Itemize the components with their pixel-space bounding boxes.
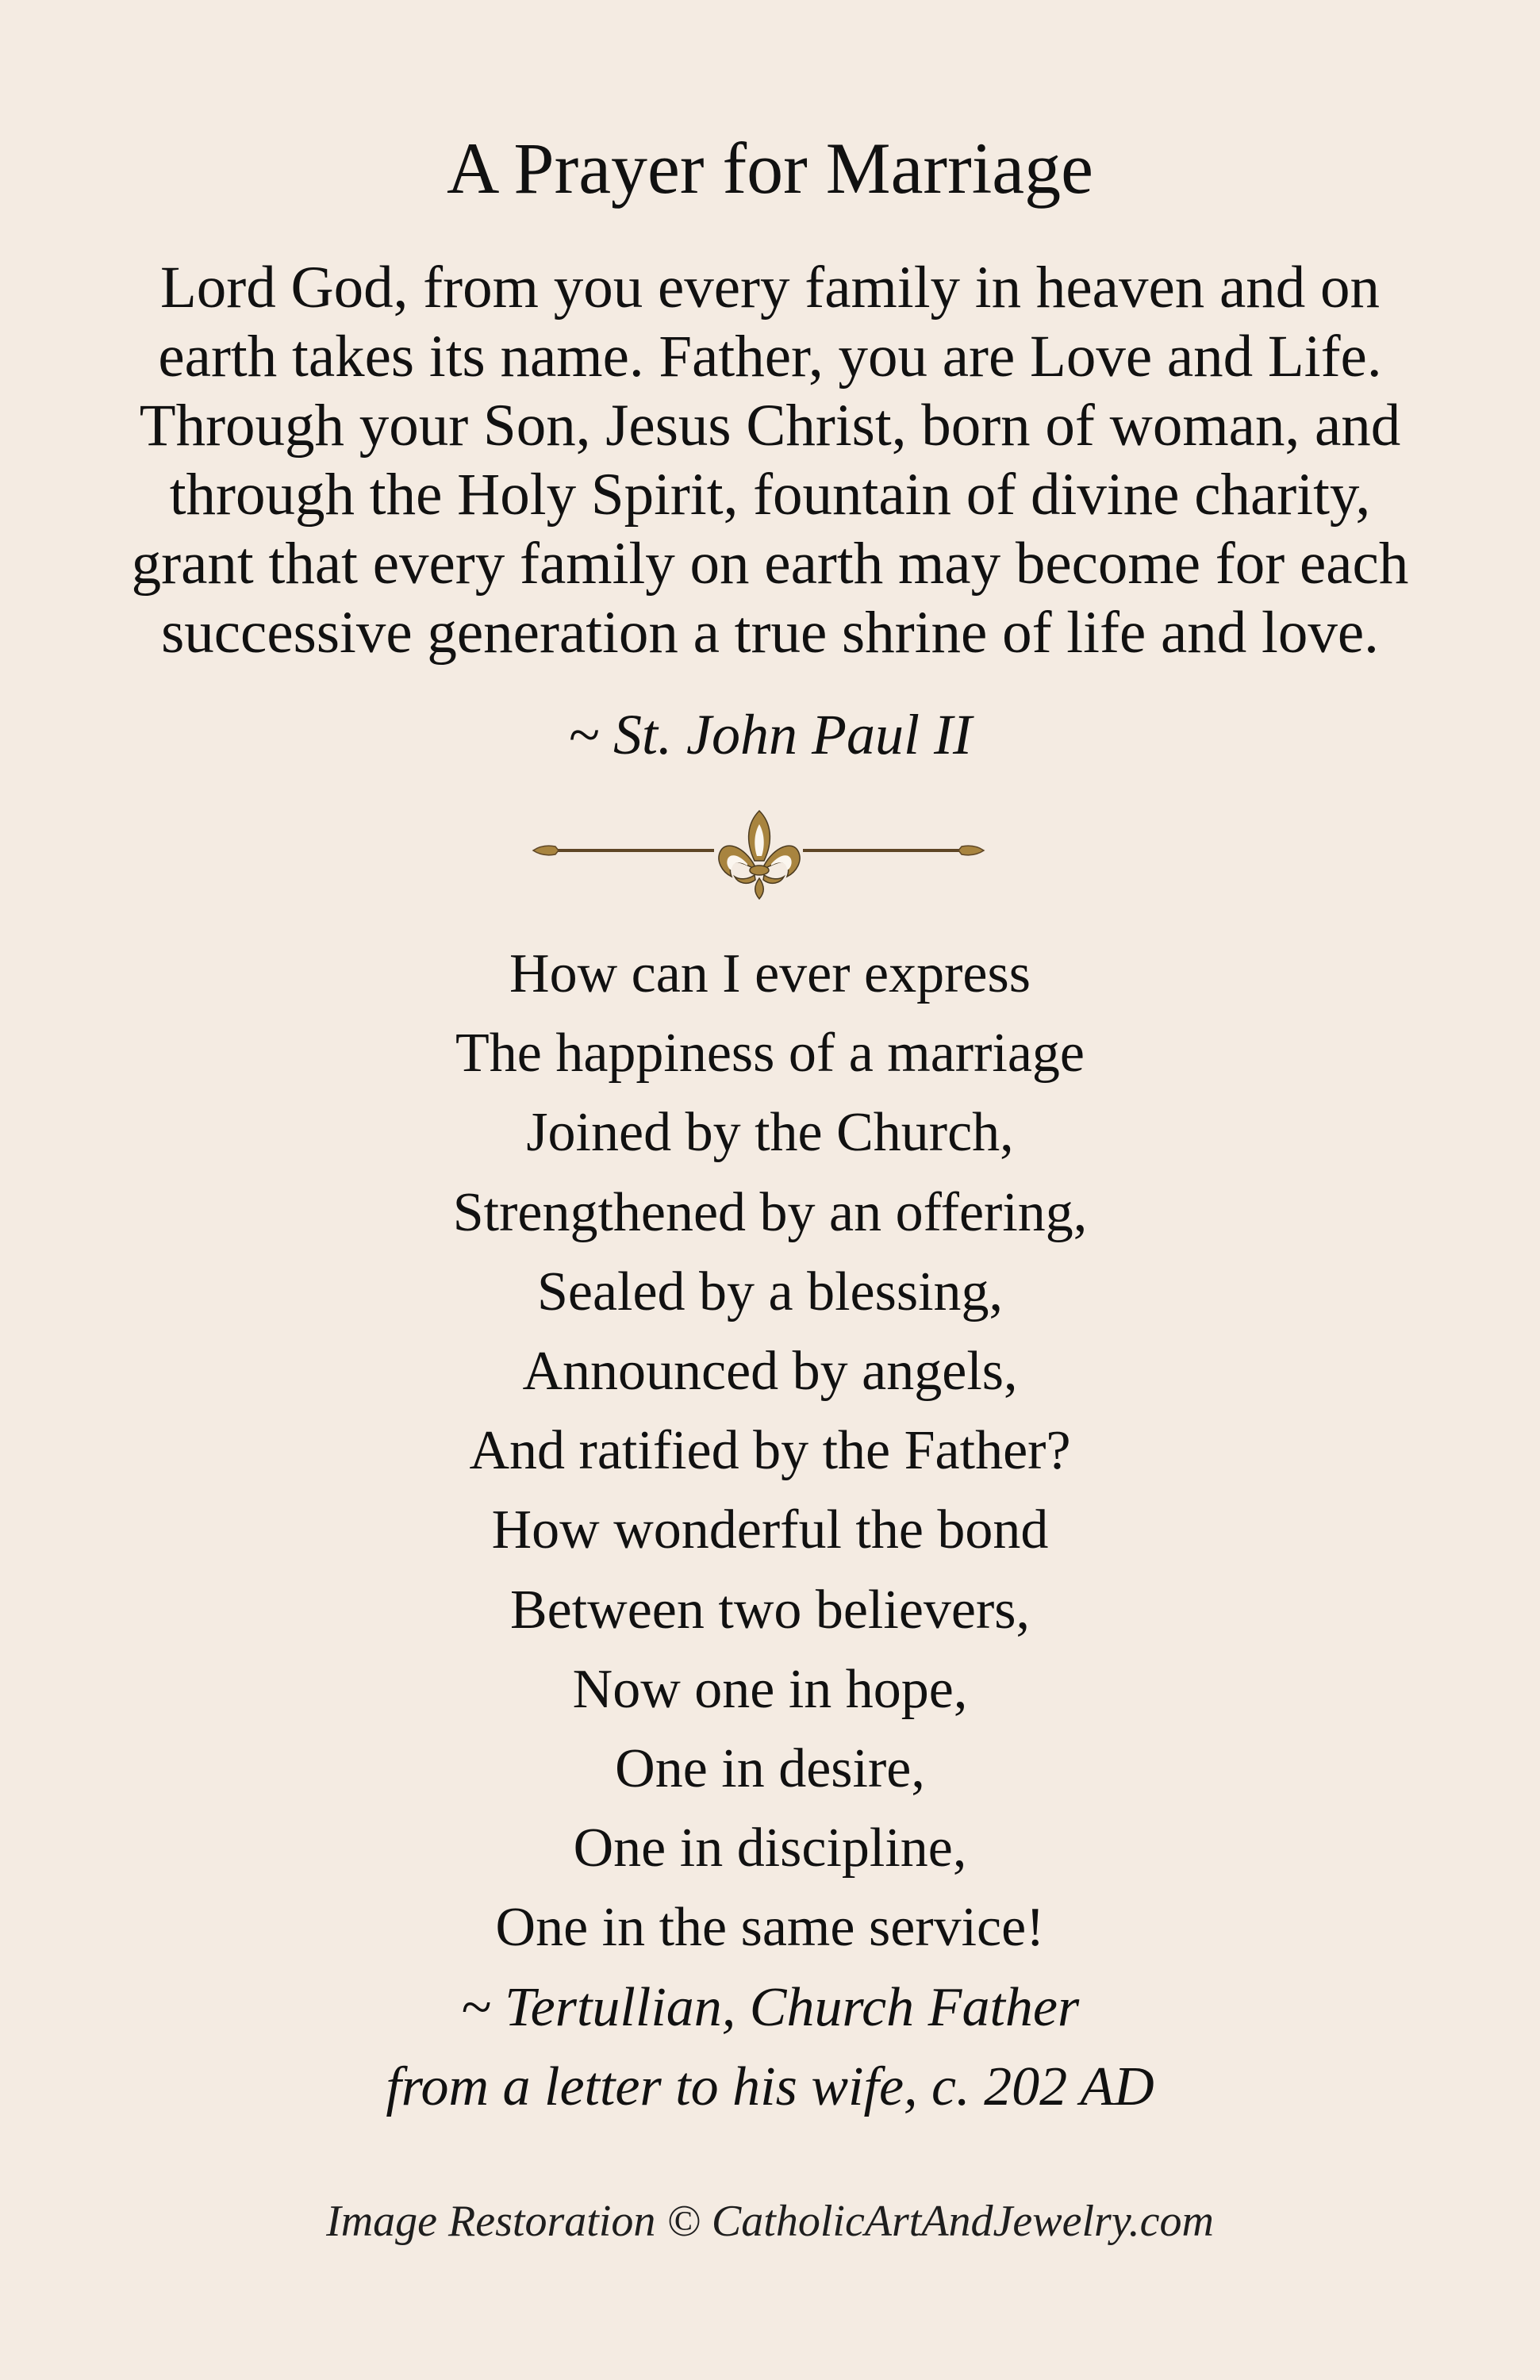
- divider-ornament: [524, 805, 1000, 904]
- prayer-line: grant that every family on earth may become for each: [131, 531, 1409, 597]
- prayer-line: Lord God, from you every family in heaven and on: [159, 255, 1381, 321]
- poem-text: [0, 935, 1540, 2127]
- prayer-line: earth takes its name. Father, you are Love and Life.: [158, 324, 1382, 390]
- poem-line: How can I ever express: [509, 943, 1031, 1004]
- poem-line: Now one in hope,: [572, 1658, 968, 1720]
- fleur-de-lis-icon: [719, 811, 800, 899]
- poem-line: One in discipline,: [573, 1818, 967, 1879]
- poem-line: Joined by the Church,: [526, 1102, 1014, 1164]
- poem-line: Strengthened by an offering,: [452, 1181, 1088, 1243]
- prayer-line: Through your Son, Jesus Christ, born of woman, and: [139, 393, 1401, 459]
- poem-line: One in the same service!: [495, 1897, 1045, 1959]
- divider-line-left: [533, 846, 714, 855]
- poem-source: from a letter to his wife, c. 202 AD: [386, 2056, 1154, 2117]
- poem-line: How wonderful the bond: [491, 1499, 1049, 1561]
- poem-line: And ratified by the Father?: [469, 1420, 1071, 1482]
- poem-line: Between two believers,: [509, 1579, 1031, 1641]
- poem-attribution: ~ Tertullian, Church Father: [460, 1976, 1080, 2038]
- prayer-line: successive generation a true shrine of life and love.: [161, 600, 1379, 666]
- poem-line: One in desire,: [615, 1738, 925, 1800]
- poem-line: Sealed by a blessing,: [536, 1261, 1004, 1322]
- prayer-attribution: ~ St. John Paul II: [568, 703, 972, 766]
- page-title: A Prayer for Marriage: [447, 128, 1093, 209]
- prayer-line: through the Holy Spirit, fountain of divine charity,: [169, 462, 1371, 528]
- divider-line-right: [803, 846, 984, 855]
- footer-credit: Image Restoration © CatholicArtAndJewelry.com: [326, 2197, 1214, 2246]
- prayer-text: [0, 253, 1540, 667]
- poem-line: The happiness of a marriage: [455, 1023, 1085, 1084]
- poem-line: Announced by angels,: [522, 1341, 1018, 1403]
